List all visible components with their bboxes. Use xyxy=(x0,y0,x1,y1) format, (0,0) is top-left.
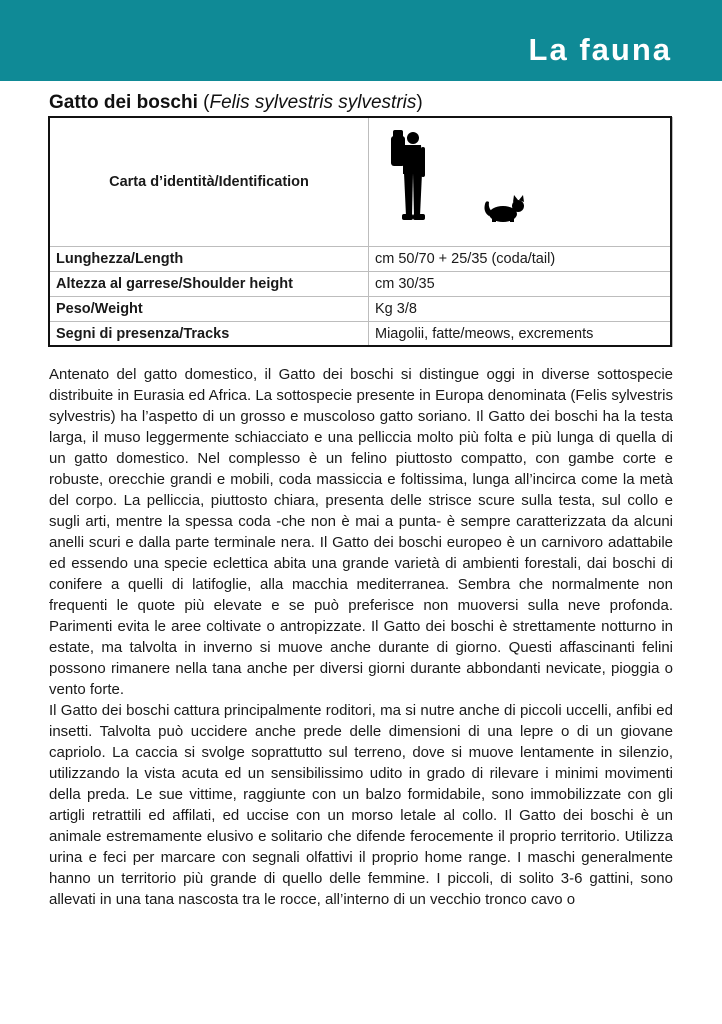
table-row xyxy=(50,297,673,322)
species-latin-name: Felis sylvestris sylvestris xyxy=(209,92,417,113)
row-label: Lunghezza/Length xyxy=(50,247,369,272)
cat-silhouette-icon xyxy=(485,195,525,222)
identification-table xyxy=(49,117,673,347)
table-row xyxy=(50,322,673,347)
identification-header-row xyxy=(50,118,673,247)
hiker-silhouette-icon xyxy=(391,130,425,220)
row-label: Altezza al garrese/Shoulder height xyxy=(50,272,369,297)
table-row xyxy=(50,247,673,272)
identification-heading: Carta d’identità/Identification xyxy=(50,118,369,247)
table-row xyxy=(50,272,673,297)
silhouette-cell xyxy=(369,118,673,247)
row-value: cm 50/70 + 25/35 (coda/tail) xyxy=(369,247,673,272)
species-title xyxy=(49,92,423,114)
row-value: Miagolii, fatte/meows, excrements xyxy=(369,322,673,347)
paragraph: Antenato del gatto domestico, il Gatto dei boschi si distingue oggi in diverse sottospecie distribuite in Eurasia ed Africa. La sottospecie presente in Europa denominata (Felis sylvestris sylvestris) ha l’aspetto di un grosso e muscoloso gatto soriano. Il Gatto dei boschi ha la testa larga, il muso leggermente schiacciato e una pelliccia molto più folta e più lunga di quella di un gatto domestico. Nel complesso è un felino piuttosto compatto, con gambe corte e robuste, orecchie grandi e mobili, coda massiccia e foltissima, lunga all’incirca come la metà del corpo. La pelliccia, piuttosto chiara, presenta delle strisce scure sulla testa, sul collo e sugli arti, mentre la spessa coda -che non è mai a punta- è sempre caratterizzata da alcuni anelli scuri e dalla parte terminale nera. Il Gatto dei boschi europeo è un carnivoro adattabile ed essendo una specie eclettica abita una grande varietà di ambienti forestali, dai boschi di conifere a quelli di latifoglie, alla macchia mediterranea. Sembra che normalmente non frequenti le quote più elevate e se può preferisce non muoversi sulla neve profonda. Parimenti evita le aree coltivate o antropizzate. Il Gatto dei boschi è strettamente notturno in estate, ma talvolta in inverno si muove anche durante di giorno. Questi affascinanti felini possono rimanere nella tana anche per diversi giorni durante abbondanti nevicate, pioggia o vento forte. xyxy=(49,366,673,698)
latin-open-paren: ( xyxy=(197,92,210,113)
page-title: La fauna xyxy=(528,32,672,67)
row-value: cm 30/35 xyxy=(369,272,673,297)
body-text xyxy=(49,364,673,910)
species-common-name: Gatto dei boschi xyxy=(49,92,198,113)
row-label: Segni di presenza/Tracks xyxy=(50,322,369,347)
row-value: Kg 3/8 xyxy=(369,297,673,322)
paragraph: Il Gatto dei boschi cattura principalmente roditori, ma si nutre anche di piccoli uccelli, anfibi ed insetti. Talvolta può uccidere anche prede delle dimensioni di una lepre o di un giovane capriolo. La caccia si svolge soprattutto sul terreno, dove si muove lentamente in silenzio, utilizzando la vista acuta ed un sensibilissimo udito in grado di rilevare i minimi movimenti della preda. Le sue vittime, raggiunte con un balzo formidabile, sono immobilizzate con gli artigli retrattili ed affilati, ed uccise con un morso letale al collo. Il Gatto dei boschi è un animale estremamente elusivo e solitario che difende ferocemente il proprio territorio. Utilizza urina e feci per marcare con segnali olfattivi il proprio home range. I maschi generalmente hanno un territorio più grande di quello delle femmine. I piccoli, di solito 3-6 gattini, sono allevati in una tana nascosta tra le rocce, all’interno di un vecchio tronco cavo o xyxy=(49,702,673,908)
size-comparison-graphic xyxy=(389,130,549,226)
latin-close-paren: ) xyxy=(416,92,423,113)
row-label: Peso/Weight xyxy=(50,297,369,322)
